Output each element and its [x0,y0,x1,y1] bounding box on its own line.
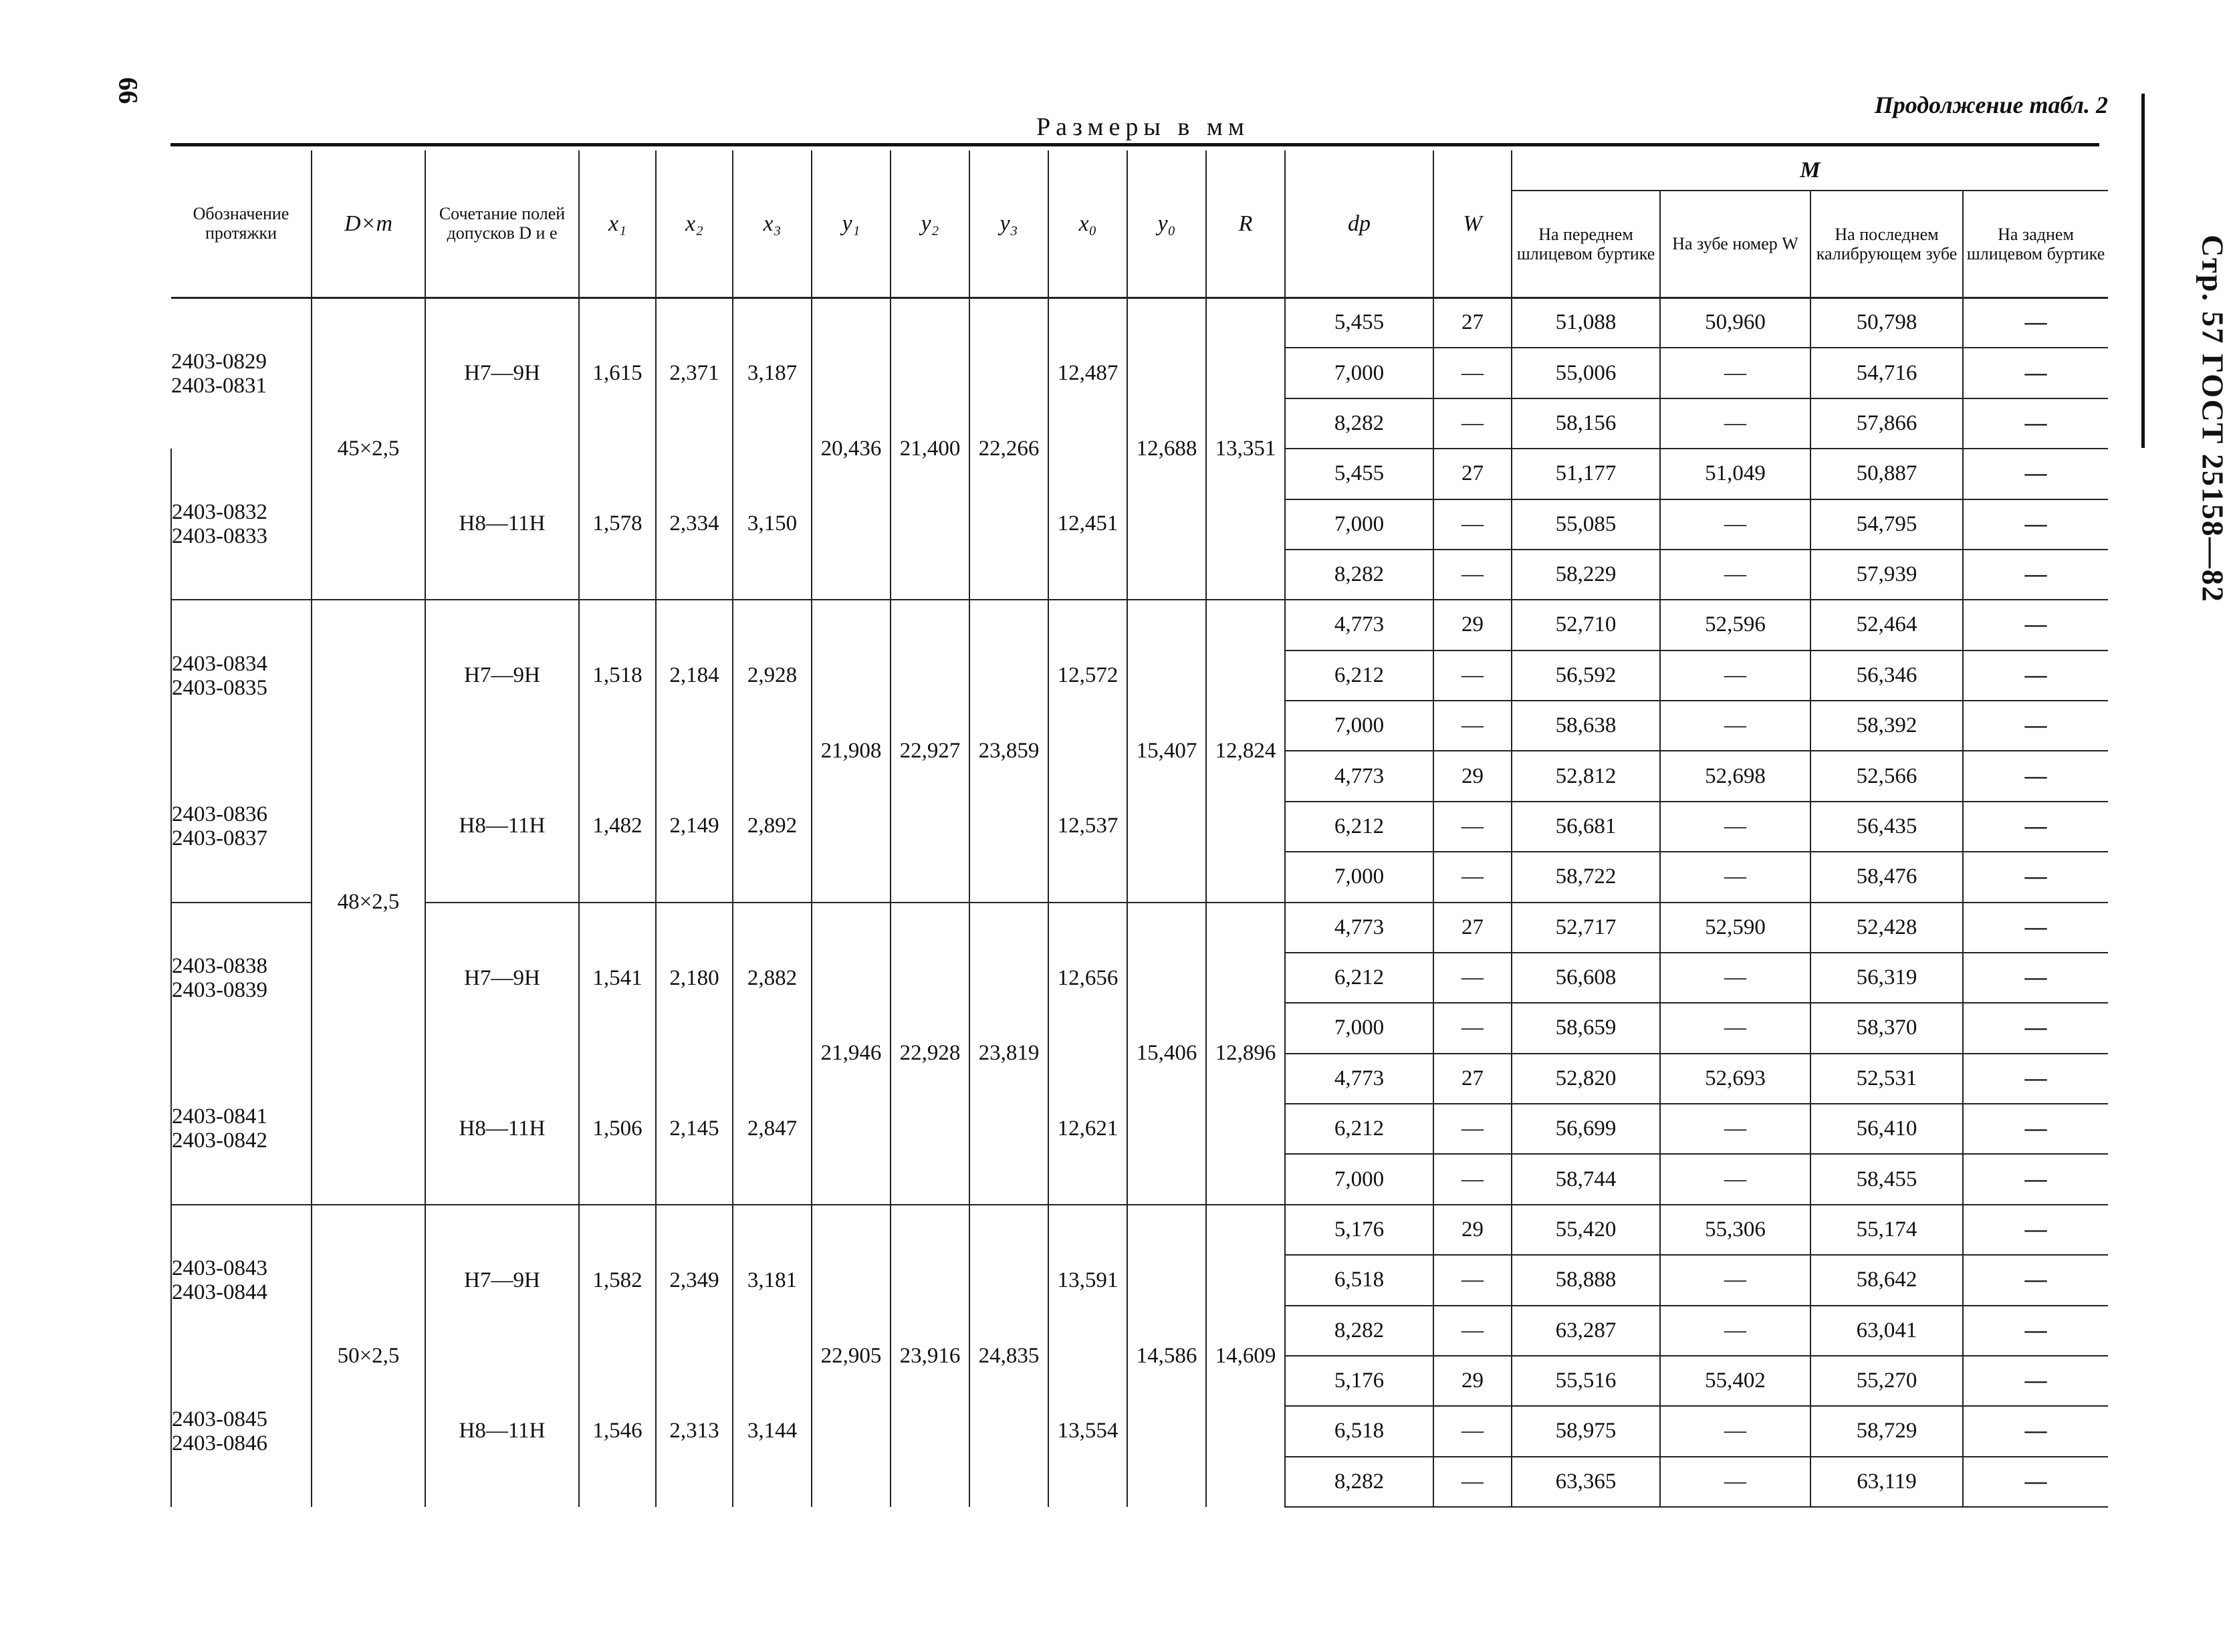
m-last-value: 58,729 [1810,1406,1963,1456]
x2-cell: 2,371 [656,298,733,449]
w-value: — [1433,1457,1512,1507]
m-front-value: 55,516 [1512,1356,1660,1406]
w-value: — [1433,1306,1512,1356]
y3-cell: 23,819 [969,903,1048,1205]
header-m-rear: На заднем шлицевом буртике [1963,191,2108,298]
dxm-cell: 48×2,5 [312,600,425,1205]
header-w: W [1433,150,1512,298]
y1-cell: 21,908 [812,600,891,902]
dp-value: 5,176 [1285,1356,1433,1406]
m-last-value: 52,566 [1810,751,1963,801]
broach-codes: 2403-0838 2403-0839 [171,903,312,1054]
x2-cell: 2,184 [656,600,733,751]
m-front-value: 58,722 [1512,852,1660,902]
broach-codes: 2403-0834 2403-0835 [171,600,312,751]
m-front-value: 58,659 [1512,1003,1660,1053]
m-front-value: 52,717 [1512,903,1660,953]
dp-value: 7,000 [1285,499,1433,550]
m-rear-value: — [1963,802,2108,852]
dp-value: 6,212 [1285,802,1433,852]
y0-cell: 12,688 [1127,298,1206,600]
table-body [171,298,2108,1507]
m-tooth-value: 52,590 [1660,903,1810,953]
x2-cell: 2,180 [656,903,733,1054]
m-last-value: 56,346 [1810,651,1963,701]
m-tooth-value: — [1660,802,1810,852]
x3-cell: 3,181 [733,1205,812,1356]
y2-cell: 21,400 [891,298,969,600]
m-tooth-value: — [1660,852,1810,902]
tolerance-cell: H8—11H [425,449,579,600]
m-rear-value: — [1963,449,2108,499]
w-value: 29 [1433,751,1512,801]
header-m-group: M [1512,150,2108,191]
m-front-value: 55,006 [1512,348,1660,398]
dp-value: 4,773 [1285,751,1433,801]
x3-cell: 2,892 [733,751,812,902]
w-value: — [1433,852,1512,902]
m-last-value: 58,642 [1810,1255,1963,1305]
standard-page-label: Стр. 57 ГОСТ 25158—82 [2196,235,2230,603]
m-front-value: 51,088 [1512,298,1660,348]
m-front-value: 56,699 [1512,1104,1660,1154]
m-last-value: 52,464 [1810,600,1963,650]
dxm-cell: 50×2,5 [312,1205,425,1507]
y1-cell: 21,946 [812,903,891,1205]
r-cell: 13,351 [1206,298,1285,600]
y0-cell: 15,407 [1127,600,1206,902]
dp-value: 6,212 [1285,1104,1433,1154]
m-last-value: 52,428 [1810,903,1963,953]
m-front-value: 63,365 [1512,1457,1660,1507]
table-row [171,1205,2108,1255]
w-value: — [1433,1255,1512,1305]
m-tooth-value: — [1660,398,1810,449]
broach-codes: 2403-0829 2403-0831 [171,298,312,449]
m-rear-value: — [1963,701,2108,751]
w-value: — [1433,802,1512,852]
m-front-value: 58,156 [1512,398,1660,449]
dp-value: 8,282 [1285,1457,1433,1507]
m-tooth-value: 52,596 [1660,600,1810,650]
y3-cell: 23,859 [969,600,1048,902]
w-value: — [1433,1003,1512,1053]
m-tooth-value: — [1660,953,1810,1003]
broach-codes: 2403-0845 2403-0846 [171,1356,312,1507]
y2-cell: 22,927 [891,600,969,902]
dp-value: 7,000 [1285,1154,1433,1204]
dp-value: 8,282 [1285,1306,1433,1356]
w-value: 27 [1433,298,1512,348]
dp-value: 7,000 [1285,852,1433,902]
m-last-value: 50,798 [1810,298,1963,348]
x1-cell: 1,506 [579,1054,656,1205]
x3-cell: 2,847 [733,1054,812,1205]
w-value: 29 [1433,1205,1512,1255]
m-front-value: 63,287 [1512,1306,1660,1356]
w-value: 27 [1433,1054,1512,1104]
x3-cell: 2,882 [733,903,812,1054]
m-rear-value: — [1963,550,2108,600]
m-tooth-value: — [1660,550,1810,600]
units-caption: Размеры в мм [1036,113,1250,141]
m-tooth-value: — [1660,1104,1810,1154]
m-last-value: 58,392 [1810,701,1963,751]
m-last-value: 52,531 [1810,1054,1963,1104]
w-value: 29 [1433,600,1512,650]
m-tooth-value: 50,960 [1660,298,1810,348]
m-last-value: 55,174 [1810,1205,1963,1255]
m-rear-value: — [1963,953,2108,1003]
m-last-value: 58,455 [1810,1154,1963,1204]
x0-cell: 13,591 [1048,1205,1127,1356]
m-last-value: 54,795 [1810,499,1963,550]
m-tooth-value: — [1660,1457,1810,1507]
m-front-value: 56,681 [1512,802,1660,852]
m-tooth-value: 55,402 [1660,1356,1810,1406]
broach-codes: 2403-0836 2403-0837 [171,751,312,902]
m-front-value: 56,608 [1512,953,1660,1003]
w-value: — [1433,651,1512,701]
m-front-value: 58,888 [1512,1255,1660,1305]
m-rear-value: — [1963,499,2108,550]
x2-cell: 2,313 [656,1356,733,1507]
m-last-value: 55,270 [1810,1356,1963,1406]
x3-cell: 2,928 [733,600,812,751]
header-y0: y₀ [1127,150,1206,298]
y3-cell: 22,266 [969,298,1048,600]
m-tooth-value: — [1660,1306,1810,1356]
w-value: — [1433,1406,1512,1456]
y0-cell: 15,406 [1127,903,1206,1205]
dp-value: 8,282 [1285,398,1433,449]
m-tooth-value: — [1660,701,1810,751]
m-last-value: 58,370 [1810,1003,1963,1053]
x1-cell: 1,582 [579,1205,656,1356]
header-m-front: На переднем шлицевом буртике [1512,191,1660,298]
m-tooth-value: 52,698 [1660,751,1810,801]
header-tolerance: Сочетание полей допусков D и e [425,150,579,298]
table-row [171,903,2108,953]
x1-cell: 1,615 [579,298,656,449]
tolerance-cell: H7—9H [425,903,579,1054]
m-tooth-value: — [1660,651,1810,701]
header-y1: y₁ [812,150,891,298]
tolerance-cell: H8—11H [425,1356,579,1507]
m-rear-value: — [1963,1003,2108,1053]
m-rear-value: — [1963,1406,2108,1456]
header-designation: Обозначение протяжки [171,150,312,298]
x1-cell: 1,541 [579,903,656,1054]
x2-cell: 2,149 [656,751,733,902]
m-rear-value: — [1963,751,2108,801]
r-cell: 12,896 [1206,903,1285,1205]
header-y2: y₂ [891,150,969,298]
m-last-value: 63,041 [1810,1306,1963,1356]
x1-cell: 1,482 [579,751,656,902]
m-front-value: 58,229 [1512,550,1660,600]
y2-cell: 23,916 [891,1205,969,1507]
m-last-value: 54,716 [1810,348,1963,398]
m-rear-value: — [1963,1306,2108,1356]
m-front-value: 52,820 [1512,1054,1660,1104]
header-x0: x₀ [1048,150,1127,298]
m-last-value: 56,435 [1810,802,1963,852]
m-tooth-value: — [1660,1406,1810,1456]
m-rear-value: — [1963,903,2108,953]
dp-value: 5,176 [1285,1205,1433,1255]
m-rear-value: — [1963,1255,2108,1305]
m-front-value: 55,420 [1512,1205,1660,1255]
side-rule [2141,94,2145,448]
m-last-value: 57,866 [1810,398,1963,449]
m-front-value: 51,177 [1512,449,1660,499]
y3-cell: 24,835 [969,1205,1048,1507]
r-cell: 14,609 [1206,1205,1285,1507]
x2-cell: 2,145 [656,1054,733,1205]
m-last-value: 56,319 [1810,953,1963,1003]
header-r: R [1206,150,1285,298]
m-tooth-value: — [1660,1154,1810,1204]
x2-cell: 2,334 [656,449,733,600]
m-last-value: 57,939 [1810,550,1963,600]
m-last-value: 56,410 [1810,1104,1963,1154]
w-value: — [1433,398,1512,449]
dp-value: 7,000 [1285,701,1433,751]
dp-value: 4,773 [1285,903,1433,953]
dxm-cell: 45×2,5 [312,298,425,600]
broach-dimensions-table [170,150,2108,1508]
m-rear-value: — [1963,298,2108,348]
m-tooth-value: 52,693 [1660,1054,1810,1104]
m-rear-value: — [1963,1457,2108,1507]
dp-value: 5,455 [1285,449,1433,499]
x3-cell: 3,150 [733,449,812,600]
table-row [171,298,2108,348]
w-value: — [1433,1104,1512,1154]
m-tooth-value: — [1660,1003,1810,1053]
dp-value: 7,000 [1285,1003,1433,1053]
x0-cell: 12,656 [1048,903,1127,1054]
w-value: — [1433,701,1512,751]
m-rear-value: — [1963,1356,2108,1406]
dp-value: 4,773 [1285,600,1433,650]
m-front-value: 52,812 [1512,751,1660,801]
m-last-value: 50,887 [1810,449,1963,499]
m-rear-value: — [1963,398,2108,449]
x1-cell: 1,518 [579,600,656,751]
x0-cell: 12,572 [1048,600,1127,751]
m-rear-value: — [1963,1154,2108,1204]
header-y3: y₃ [969,150,1048,298]
m-tooth-value: 55,306 [1660,1205,1810,1255]
x2-cell: 2,349 [656,1205,733,1356]
table-row [171,600,2108,650]
m-rear-value: — [1963,1104,2108,1154]
dp-value: 8,282 [1285,550,1433,600]
header-dxm: D×m [312,150,425,298]
y1-cell: 22,905 [812,1205,891,1507]
broach-codes: 2403-0832 2403-0833 [171,449,312,600]
dp-value: 6,212 [1285,953,1433,1003]
m-front-value: 52,710 [1512,600,1660,650]
m-rear-value: — [1963,1205,2108,1255]
w-value: — [1433,348,1512,398]
dp-value: 6,212 [1285,651,1433,701]
tolerance-cell: H7—9H [425,600,579,751]
x0-cell: 12,621 [1048,1054,1127,1205]
x3-cell: 3,144 [733,1356,812,1507]
table-top-rule [170,143,2099,146]
m-tooth-value: — [1660,499,1810,550]
table-continuation-label: Продолжение табл. 2 [1874,92,2108,118]
x0-cell: 12,451 [1048,449,1127,600]
tolerance-cell: H7—9H [425,298,579,449]
m-front-value: 58,975 [1512,1406,1660,1456]
dp-value: 6,518 [1285,1406,1433,1456]
x0-cell: 12,537 [1048,751,1127,902]
m-front-value: 58,744 [1512,1154,1660,1204]
y1-cell: 20,436 [812,298,891,600]
header-m-last: На последнем калибрующем зубе [1810,191,1963,298]
r-cell: 12,824 [1206,600,1285,902]
broach-codes: 2403-0841 2403-0842 [171,1054,312,1205]
m-rear-value: — [1963,852,2108,902]
dp-value: 6,518 [1285,1255,1433,1305]
header-x2: x₂ [656,150,733,298]
header-x3: x₃ [733,150,812,298]
x0-cell: 12,487 [1048,298,1127,449]
m-rear-value: — [1963,348,2108,398]
dp-value: 4,773 [1285,1054,1433,1104]
w-value: — [1433,953,1512,1003]
m-last-value: 58,476 [1810,852,1963,902]
m-rear-value: — [1963,1054,2108,1104]
broach-codes: 2403-0843 2403-0844 [171,1205,312,1356]
m-rear-value: — [1963,651,2108,701]
m-tooth-value: — [1660,1255,1810,1305]
m-rear-value: — [1963,600,2108,650]
tolerance-cell: H7—9H [425,1205,579,1356]
header-x1: x₁ [579,150,656,298]
w-value: — [1433,550,1512,600]
m-front-value: 56,592 [1512,651,1660,701]
m-front-value: 55,085 [1512,499,1660,550]
x0-cell: 13,554 [1048,1356,1127,1507]
m-last-value: 63,119 [1810,1457,1963,1507]
tolerance-cell: H8—11H [425,751,579,902]
page-number: 66 [113,77,144,104]
x3-cell: 3,187 [733,298,812,449]
w-value: 27 [1433,903,1512,953]
dp-value: 7,000 [1285,348,1433,398]
y0-cell: 14,586 [1127,1205,1206,1507]
w-value: — [1433,499,1512,550]
tolerance-cell: H8—11H [425,1054,579,1205]
y2-cell: 22,928 [891,903,969,1205]
x1-cell: 1,578 [579,449,656,600]
header-m-tooth: На зубе номер W [1660,191,1810,298]
w-value: — [1433,1154,1512,1204]
w-value: 27 [1433,449,1512,499]
m-tooth-value: 51,049 [1660,449,1810,499]
x1-cell: 1,546 [579,1356,656,1507]
dp-value: 5,455 [1285,298,1433,348]
m-front-value: 58,638 [1512,701,1660,751]
header-dp: dp [1285,150,1433,298]
w-value: 29 [1433,1356,1512,1406]
m-tooth-value: — [1660,348,1810,398]
